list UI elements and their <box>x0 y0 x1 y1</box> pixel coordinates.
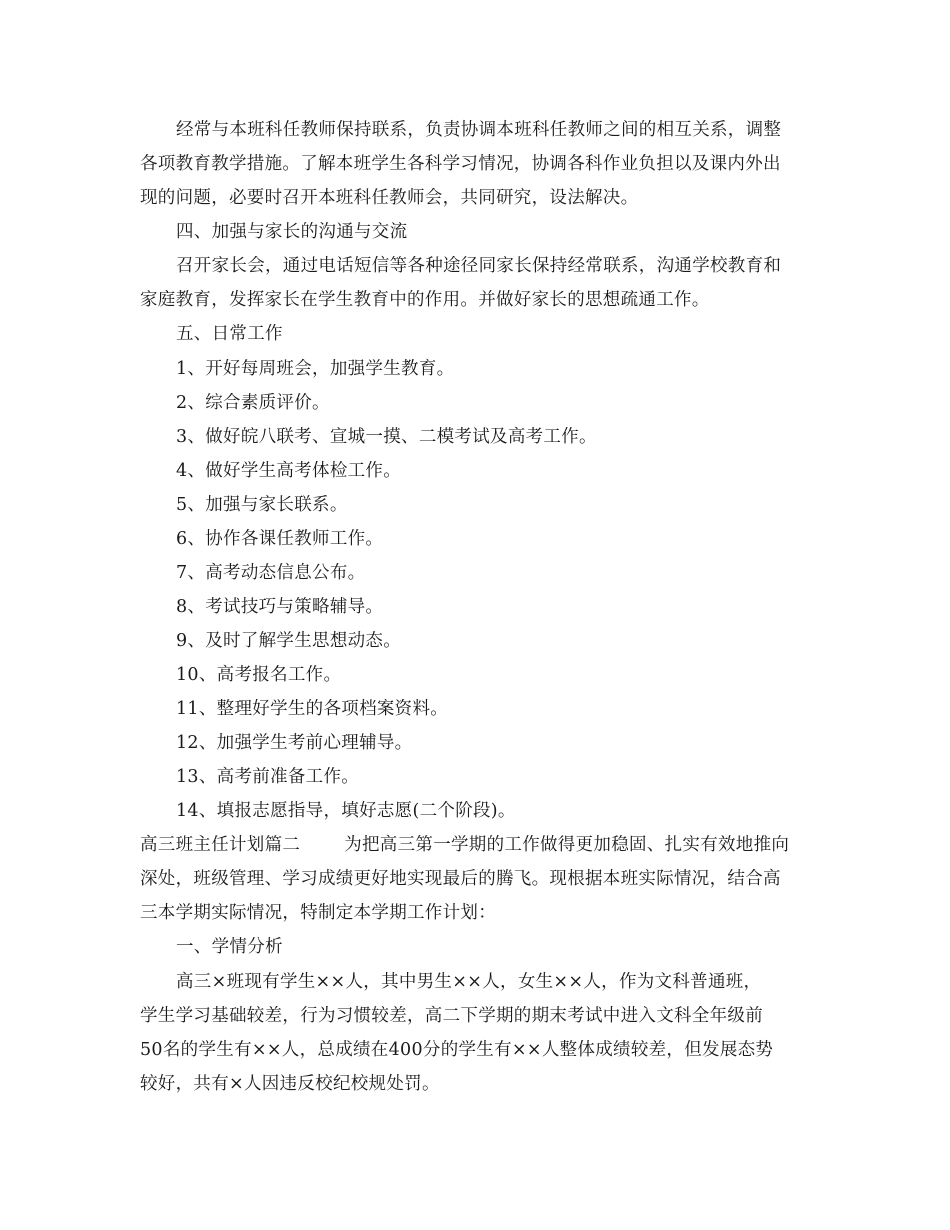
paragraph-line: 50名的学生有××人，总成绩在400分的学生有××人整体成绩较差，但发展态势 <box>140 1040 774 1060</box>
paragraph-line: 各项教育教学措施。了解本班学生各科学习情况，协调各科作业负担以及课内外出 <box>140 154 781 174</box>
section-heading: 五、日常工作 <box>176 324 283 344</box>
list-item: 12、加强学生考前心理辅导。 <box>176 733 413 753</box>
list-item: 5、加强与家长联系。 <box>176 495 348 515</box>
list-item: 13、高考前准备工作。 <box>176 767 360 787</box>
list-item: 1、开好每周班会，加强学生教育。 <box>176 359 455 379</box>
paragraph-line: 高三×班现有学生××人，其中男生××人，女生××人，作为文科普通班， <box>176 972 762 992</box>
list-item: 2、综合素质评价。 <box>176 393 330 413</box>
paragraph-line: 较好，共有×人因违反校纪校规处罚。 <box>140 1074 440 1094</box>
list-item: 7、高考动态信息公布。 <box>176 563 366 583</box>
list-item: 10、高考报名工作。 <box>176 665 342 685</box>
paragraph-line: 家庭教育，发挥家长在学生教育中的作用。并做好家长的思想疏通工作。 <box>140 290 710 310</box>
paragraph-line: 三本学期实际情况，特制定本学期工作计划： <box>140 903 496 923</box>
paragraph-line: 召开家长会，通过电话短信等各种途径同家长保持经常联系，沟通学校教育和 <box>176 256 782 276</box>
paragraph-line: 深处，班级管理、学习成绩更好地实现最后的腾飞。现根据本班实际情况，结合高 <box>140 869 781 889</box>
list-item: 9、及时了解学生思想动态。 <box>176 631 402 651</box>
paragraph-line: 学生学习基础较差，行为习惯较差，高二下学期的期末考试中进入文科全年级前 <box>140 1006 763 1026</box>
paragraph-line: 经常与本班科任教师保持联系，负责协调本班科任教师之间的相互关系，调整 <box>176 120 782 140</box>
section-heading: 四、加强与家长的沟通与交流 <box>176 222 408 242</box>
section-heading: 一、学情分析 <box>176 937 283 957</box>
list-item: 11、整理好学生的各项档案资料。 <box>176 699 449 719</box>
section-intro: 为把高三第一学期的工作做得更加稳固、扎实有效地推向 <box>344 835 790 855</box>
list-item: 14、填报志愿指导，填好志愿(二个阶段)。 <box>176 801 516 821</box>
list-item: 3、做好皖八联考、宣城一摸、二模考试及高考工作。 <box>176 427 597 447</box>
section-title-line <box>140 834 820 856</box>
section-title: 高三班主任计划篇二 <box>140 835 301 855</box>
paragraph-line: 现的问题，必要时召开本班科任教师会，共同研究，设法解决。 <box>140 188 639 208</box>
list-item: 6、协作各课任教师工作。 <box>176 529 384 549</box>
list-item: 8、考试技巧与策略辅导。 <box>176 597 384 617</box>
list-item: 4、做好学生高考体检工作。 <box>176 461 402 481</box>
